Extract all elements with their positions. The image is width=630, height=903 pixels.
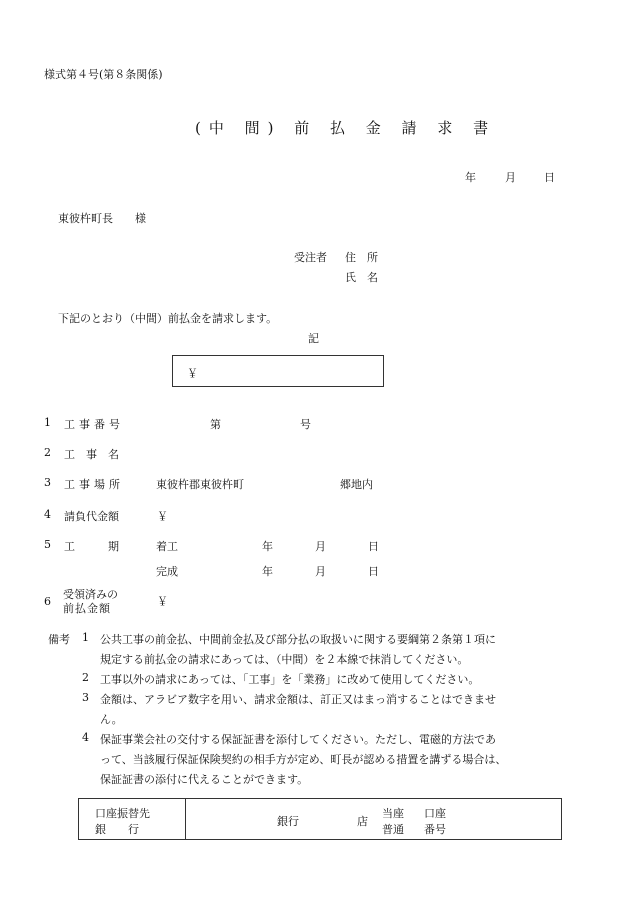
note-num: 2 <box>82 671 89 684</box>
note-text: 規定する前払金の請求にあっては、（中間）を２本線で抹消してください。 <box>100 653 469 666</box>
account-label: 口座 <box>424 807 446 820</box>
contractor-role: 受注者 <box>294 251 327 264</box>
start-year: 年 <box>262 540 273 553</box>
item-value: 郷地内 <box>340 478 373 491</box>
date-day: 日 <box>544 171 555 184</box>
note-num: 3 <box>82 691 89 704</box>
item-num: 3 <box>44 476 51 489</box>
note-text: 公共工事の前金払、中間前金払及び部分払の取扱いに関する要綱第２条第１項に <box>100 633 496 646</box>
item-num: 4 <box>44 508 51 521</box>
construction-end: 完成 <box>156 565 178 578</box>
item-num: 1 <box>44 416 51 429</box>
name-label: 氏 名 <box>345 271 378 284</box>
item-label: 工 期 <box>64 540 119 553</box>
amount-symbol: ￥ <box>187 367 198 380</box>
bank-table <box>78 798 562 840</box>
item-num: 6 <box>44 595 51 608</box>
bank-name: 銀行 <box>277 815 299 828</box>
end-month: 月 <box>315 565 326 578</box>
note-num: 1 <box>82 631 89 644</box>
item-label: 工 事 名 <box>64 448 119 461</box>
form-number: 様式第４号(第８条関係) <box>44 68 163 81</box>
date-year: 年 <box>465 171 476 184</box>
page-title: (中 間) 前 払 金 請 求 書 <box>195 119 497 137</box>
item-num: 5 <box>44 538 51 551</box>
address-label: 住 所 <box>345 251 378 264</box>
end-year: 年 <box>262 565 273 578</box>
ki-mark: 記 <box>308 332 319 345</box>
note-text: ん。 <box>100 713 123 726</box>
item-label: 前払金額 <box>63 602 111 615</box>
start-day: 日 <box>368 540 379 553</box>
item-value: ￥ <box>157 510 168 523</box>
item-value: ￥ <box>157 595 168 608</box>
note-text: 保証証書の添付に代えることができます。 <box>100 773 309 786</box>
note-text: って、当該履行保証保険契約の相手方が定め、町長が認める措置を講ずる場合は、 <box>100 753 507 766</box>
item-label: 受領済みの <box>63 588 118 601</box>
item-value: 号 <box>300 418 311 431</box>
note-text: 金額は、アラビア数字を用い、請求金額は、訂正又はまっ消することはできませ <box>100 693 496 706</box>
item-label: 工事場所 <box>64 478 124 491</box>
end-day: 日 <box>368 565 379 578</box>
account-label: 番号 <box>424 823 446 836</box>
item-value: 東彼杵郡東彼杵町 <box>156 478 244 491</box>
item-num: 2 <box>44 446 51 459</box>
date-month: 月 <box>505 171 516 184</box>
account-type: 当座 <box>382 807 404 820</box>
item-label: 請負代金額 <box>64 510 119 523</box>
note-num: 4 <box>82 731 89 744</box>
construction-start: 着工 <box>156 540 178 553</box>
branch-name: 店 <box>357 815 368 828</box>
item-label: 工事番号 <box>64 418 124 431</box>
addressee: 東彼杵町長 様 <box>58 212 146 225</box>
amount-box <box>172 355 384 387</box>
note-text: 工事以外の請求にあっては、「工事」を「業務」に改めて使用してください。 <box>100 673 480 686</box>
note-text: 保証事業会社の交付する保証証書を添付してください。ただし、電磁的方法であ <box>100 733 496 746</box>
bank-divider <box>185 799 186 839</box>
bank-label: 銀 行 <box>95 823 139 836</box>
bank-label: 口座振替先 <box>95 807 150 820</box>
notes-label: 備考 <box>48 633 70 646</box>
item-value: 第 <box>210 418 221 431</box>
request-text: 下記のとおり（中間）前払金を請求します。 <box>58 312 278 325</box>
start-month: 月 <box>315 540 326 553</box>
account-type: 普通 <box>382 823 404 836</box>
